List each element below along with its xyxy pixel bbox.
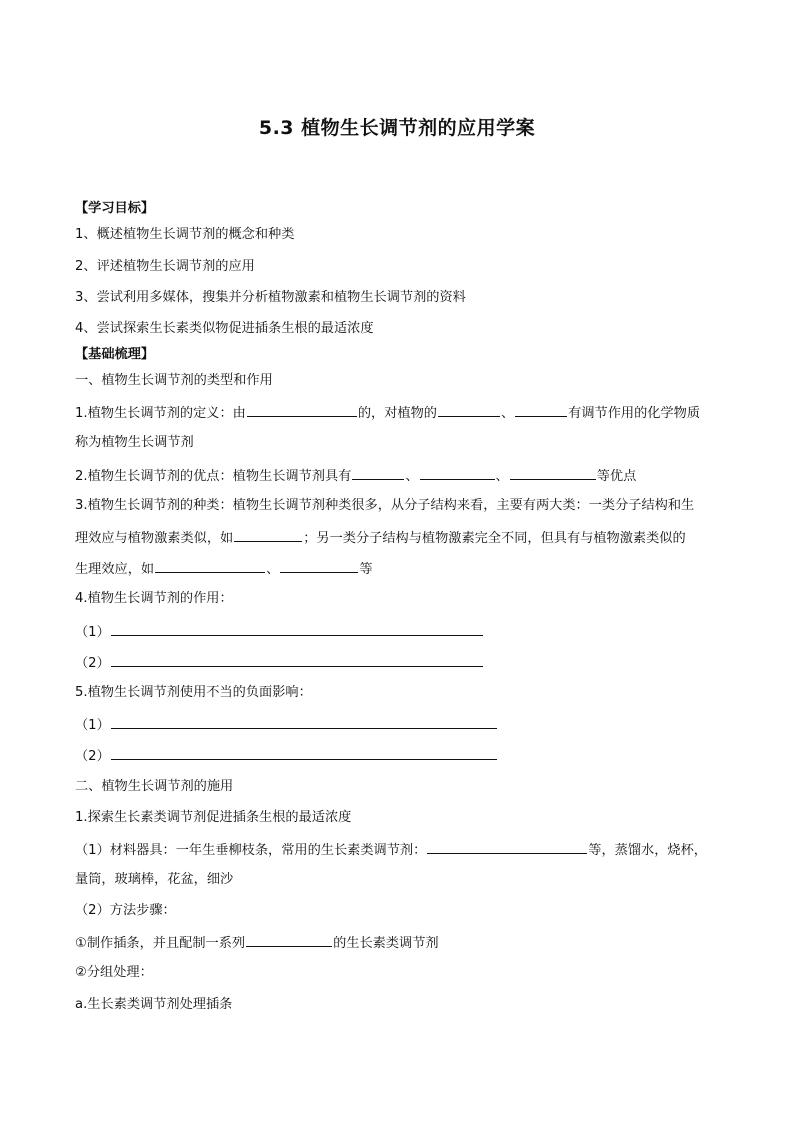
goal-item: 2、评述植物生长调节剂的应用 (75, 259, 255, 274)
fill-blank[interactable] (111, 622, 483, 636)
goal-item: 3、尝试利用多媒体，搜集并分析植物激素和植物生长调节剂的资料 (75, 290, 466, 305)
materials-line-cont: 量筒，玻璃棒，花盆，细沙 (75, 872, 234, 887)
fill-blank[interactable] (420, 466, 495, 480)
page-title: 5.3 植物生长调节剂的应用学案 (258, 117, 536, 139)
answer-line: （2） (75, 746, 498, 766)
answer-line: （1） (75, 622, 484, 642)
fill-blank[interactable] (111, 653, 483, 667)
question-3-cont: 理效应与植物激素类似，如 ；另一类分子结构与植物激素完全不同，但具有与植物激素类似的 (75, 528, 686, 548)
step-item: ②分组处理： (75, 965, 153, 980)
fill-blank[interactable] (427, 840, 587, 854)
question-3-cont: 生理效应，如 、 等 (75, 559, 373, 579)
goal-item: 4、尝试探索生长素类似物促进插条生根的最适浓度 (75, 321, 374, 336)
answer-line: （2） (75, 653, 484, 673)
fill-blank[interactable] (438, 403, 500, 417)
section-heading-basics: 【基础梳理】 (75, 347, 155, 362)
goal-item: 1、概述植物生长调节剂的概念和种类 (75, 227, 295, 242)
step-item: ①制作插条，并且配制一系列 的生长素类调节剂 (75, 933, 439, 953)
question-1-cont: 称为植物生长调节剂 (75, 435, 194, 450)
fill-blank[interactable] (247, 403, 357, 417)
question-3: 3.植物生长调节剂的种类：植物生长调节剂种类很多，从分子结构来看，主要有两大类：一类分子结构和生 (75, 498, 695, 513)
fill-blank[interactable] (111, 746, 497, 760)
steps-heading: （2）方法步骤： (75, 903, 176, 918)
fill-blank[interactable] (352, 466, 404, 480)
answer-line: （1） (75, 715, 498, 735)
subsection-heading: 1.探索生长素类调节剂促进插条生根的最适浓度 (75, 810, 352, 825)
materials-line: （1）材料器具：一年生垂柳枝条，常用的生长素类调节剂： 等，蒸馏水，烧杯， (75, 840, 707, 860)
fill-blank[interactable] (246, 933, 332, 947)
question-2: 2.植物生长调节剂的优点：植物生长调节剂具有 、 、 等优点 (75, 466, 636, 486)
fill-blank[interactable] (280, 559, 358, 573)
fill-blank[interactable] (510, 466, 596, 480)
question-4: 4.植物生长调节剂的作用： (75, 591, 233, 606)
section-heading-goals: 【学习目标】 (75, 201, 155, 216)
question-5: 5.植物生长调节剂使用不当的负面影响： (75, 685, 312, 700)
step-subitem: a.生长素类调节剂处理插条 (75, 997, 233, 1012)
fill-blank[interactable] (155, 559, 265, 573)
part-heading: 二、植物生长调节剂的施用 (75, 779, 234, 794)
fill-blank[interactable] (111, 715, 497, 729)
part-heading: 一、植物生长调节剂的类型和作用 (75, 373, 273, 388)
question-1: 1.植物生长调节剂的定义：由 的，对植物的 、 有调节作用的化学物质 (75, 403, 700, 423)
fill-blank[interactable] (234, 528, 302, 542)
fill-blank[interactable] (515, 403, 567, 417)
